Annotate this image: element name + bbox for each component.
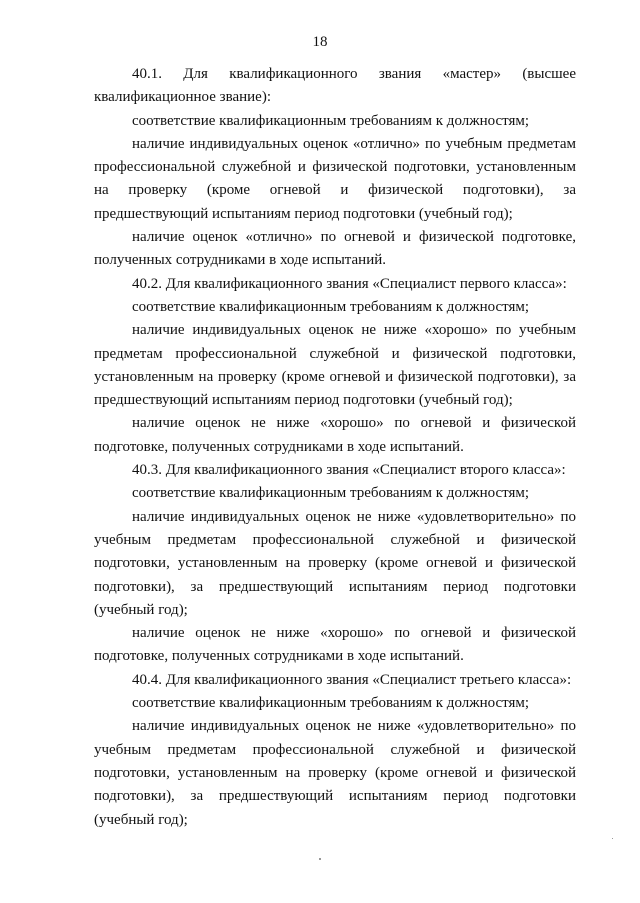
scan-speck: [319, 858, 321, 860]
paragraph-individual-grades: наличие индивидуальных оценок не ниже «удовлетворительно» по учебным предметам профессиональной служебной и физической подготовки, установленным на проверку (кроме огневой и физической подготовки), за предшествующий испытаниям период подготовки (учебный год);: [94, 718, 576, 828]
paragraph-individual-grades: наличие индивидуальных оценок не ниже «хорошо» по учебным предметам профессиональной служебной и физической подготовки, установленным на проверку (кроме огневой и физической подготовки), за предшествующий испытаниям период подготовки (учебный год);: [94, 322, 576, 409]
paragraph-test-grades: наличие оценок «отлично» по огневой и физической подготовке, полученных сотрудниками в ходе испытаний.: [94, 229, 576, 269]
scan-speck: [612, 838, 613, 839]
paragraph-individual-grades: наличие индивидуальных оценок не ниже «удовлетворительно» по учебным предметам профессиональной служебной и физической подготовки, установленным на проверку (кроме огневой и физической подготовки), за предшествующий испытаниям период подготовки (учебный год);: [94, 508, 576, 618]
paragraph-test-grades: наличие оценок не ниже «хорошо» по огневой и физической подготовке, полученных сотрудниками в ходе испытаний.: [94, 625, 576, 665]
paragraph-requirement: соответствие квалификационным требованиям к должностям;: [132, 485, 530, 502]
paragraph-40-1-heading: 40.1. Для квалификационного звания «мастер» (высшее квалификационное звание):: [94, 66, 576, 106]
paragraph-40-3-heading: 40.3. Для квалификационного звания «Специалист второго класса»:: [132, 462, 566, 479]
paragraph-test-grades: наличие оценок не ниже «хорошо» по огневой и физической подготовке, полученных сотрудниками в ходе испытаний.: [94, 415, 576, 455]
paragraph-40-4-heading: 40.4. Для квалификационного звания «Специалист третьего класса»:: [132, 671, 572, 688]
paragraph-40-2-heading: 40.2. Для квалификационного звания «Специалист первого класса»:: [132, 275, 567, 292]
paragraph-requirement: соответствие квалификационным требованиям к должностям;: [132, 298, 530, 315]
page-number: 18: [312, 34, 328, 50]
paragraph-requirement: соответствие квалификационным требованиям к должностям;: [132, 112, 530, 129]
document-body: [94, 63, 576, 832]
paragraph-individual-grades: наличие индивидуальных оценок «отлично» по учебным предметам профессиональной служебной и физической подготовки, установленным на проверку (кроме огневой и физической подготовки), за предшествующий испытаниям период подготовки (учебный год);: [94, 135, 576, 222]
paragraph-requirement: соответствие квалификационным требованиям к должностям;: [132, 695, 530, 712]
